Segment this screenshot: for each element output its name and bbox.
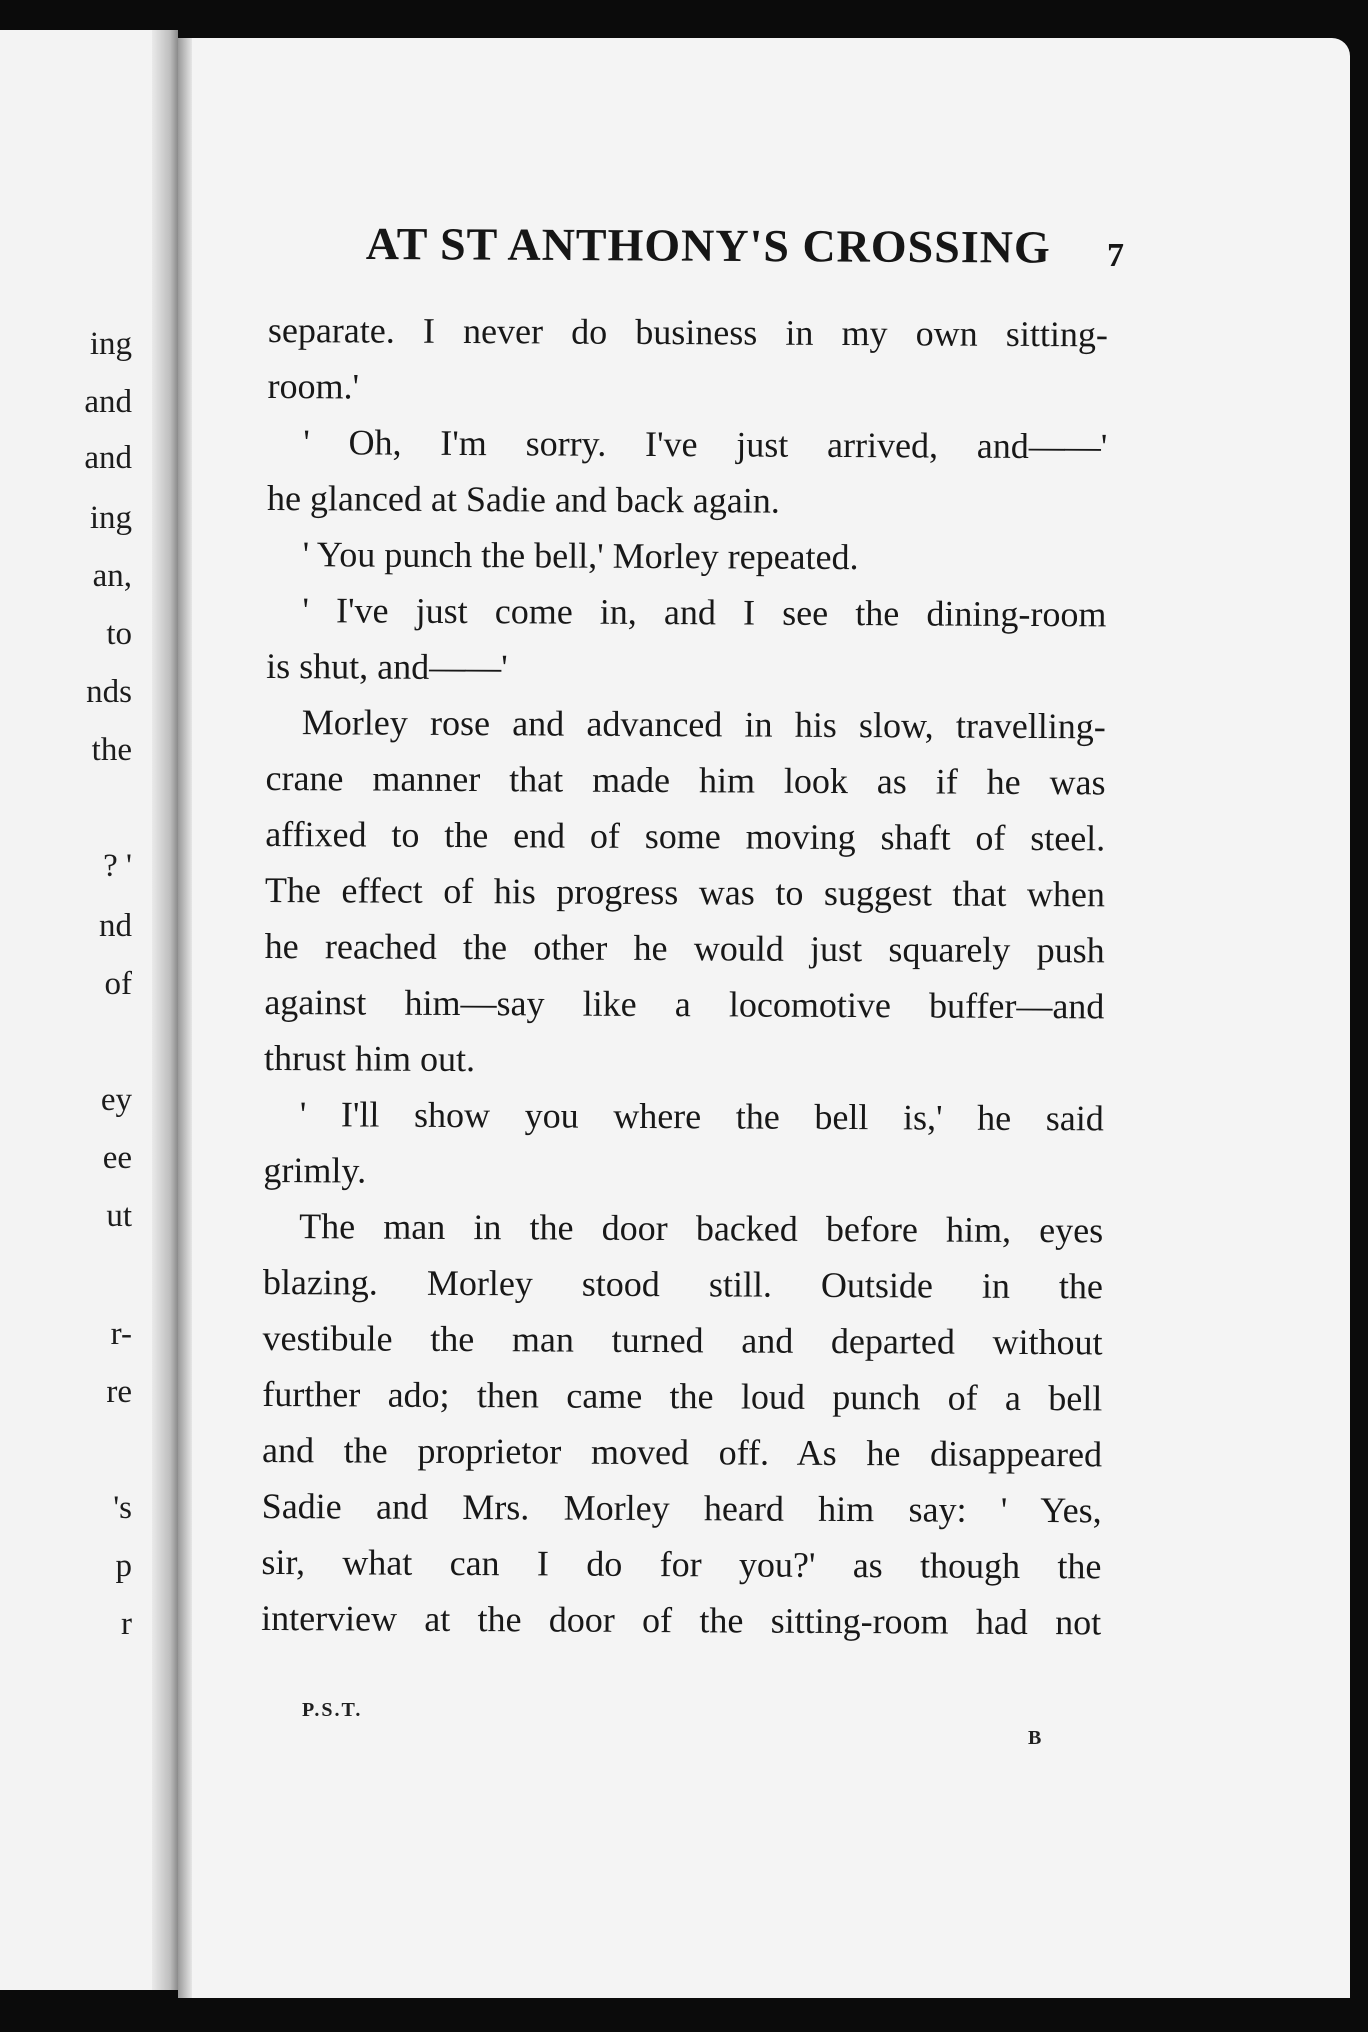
text-line: Sadie and Mrs. Morley heard him say: ' Yes,	[261, 1485, 1102, 1531]
text-line: Morley rose and advanced in his slow, travelling-	[301, 702, 1106, 747]
previous-page-line: of	[104, 966, 132, 1002]
page-gutter	[152, 30, 178, 1990]
previous-page-line: nds	[86, 674, 132, 710]
text-line: ' I'll show you where the bell is,' he said	[299, 1094, 1104, 1139]
previous-page-line: ut	[106, 1198, 132, 1234]
previous-page	[0, 30, 178, 1990]
text-line: The man in the door backed before him, eyes	[299, 1206, 1104, 1251]
previous-page-line: r-	[110, 1316, 132, 1352]
text-line: sir, what can I do for you?' as though the	[261, 1541, 1102, 1587]
running-head: AT ST ANTHONY'S CROSSING	[365, 218, 1051, 273]
text-line: room.'	[267, 365, 360, 407]
previous-page-line: ey	[100, 1082, 132, 1118]
previous-page-line: ? '	[103, 848, 132, 884]
text-line: blazing. Morley stood still. Outside in the	[262, 1261, 1104, 1307]
text-line: ' Oh, I'm sorry. I've just arrived, and——'	[303, 422, 1108, 467]
previous-page-line: r	[121, 1606, 132, 1642]
text-line: separate. I never do business in my own sitting-	[267, 310, 1108, 355]
body-text	[261, 310, 1168, 1643]
previous-page-line: nd	[99, 908, 132, 944]
previous-page-line: ee	[102, 1140, 132, 1176]
text-line: he glanced at Sadie and back again.	[266, 477, 780, 521]
page-edge-shadow	[178, 38, 192, 1998]
book-page	[178, 38, 1350, 1998]
page-number: 7	[1107, 237, 1124, 274]
text-line: interview at the door of the sitting-room had not	[261, 1597, 1102, 1643]
text-line: The effect of his progress was to suggest that when	[264, 869, 1106, 915]
previous-page-line: ing	[89, 500, 132, 536]
text-line: grimly.	[263, 1149, 367, 1191]
text-line: ' I've just come in, and I see the dining-room	[302, 590, 1107, 635]
previous-page-line: and	[84, 384, 132, 420]
text-line: against him—say like a locomotive buffer—and	[264, 981, 1105, 1027]
previous-page-line: 's	[113, 1490, 132, 1526]
text-line: further ado; then came the loud punch of a bell	[262, 1373, 1103, 1419]
text-line: is shut, and——'	[266, 645, 508, 688]
previous-page-line: to	[106, 616, 132, 652]
text-line: and the proprietor moved off. As he disappeared	[261, 1429, 1103, 1475]
text-line: thrust him out.	[263, 1037, 476, 1080]
gathering-mark: B	[1028, 1727, 1042, 1749]
previous-page-line: the	[91, 732, 132, 768]
text-line: vestibule the man turned and departed without	[262, 1317, 1103, 1363]
text-line: he reached the other he would just squarely push	[264, 925, 1105, 971]
previous-page-line: re	[106, 1374, 132, 1410]
text-line: affixed to the end of some moving shaft of steel.	[265, 813, 1106, 859]
previous-page-line: p	[115, 1548, 132, 1584]
text-line: crane manner that made him look as if he was	[265, 757, 1106, 803]
signature-mark: P.S.T.	[302, 1699, 363, 1721]
previous-page-line: and	[84, 440, 132, 476]
text-line: ' You punch the bell,' Morley repeated.	[302, 534, 859, 578]
previous-page-line: ing	[89, 326, 132, 362]
previous-page-line: an,	[92, 558, 132, 594]
